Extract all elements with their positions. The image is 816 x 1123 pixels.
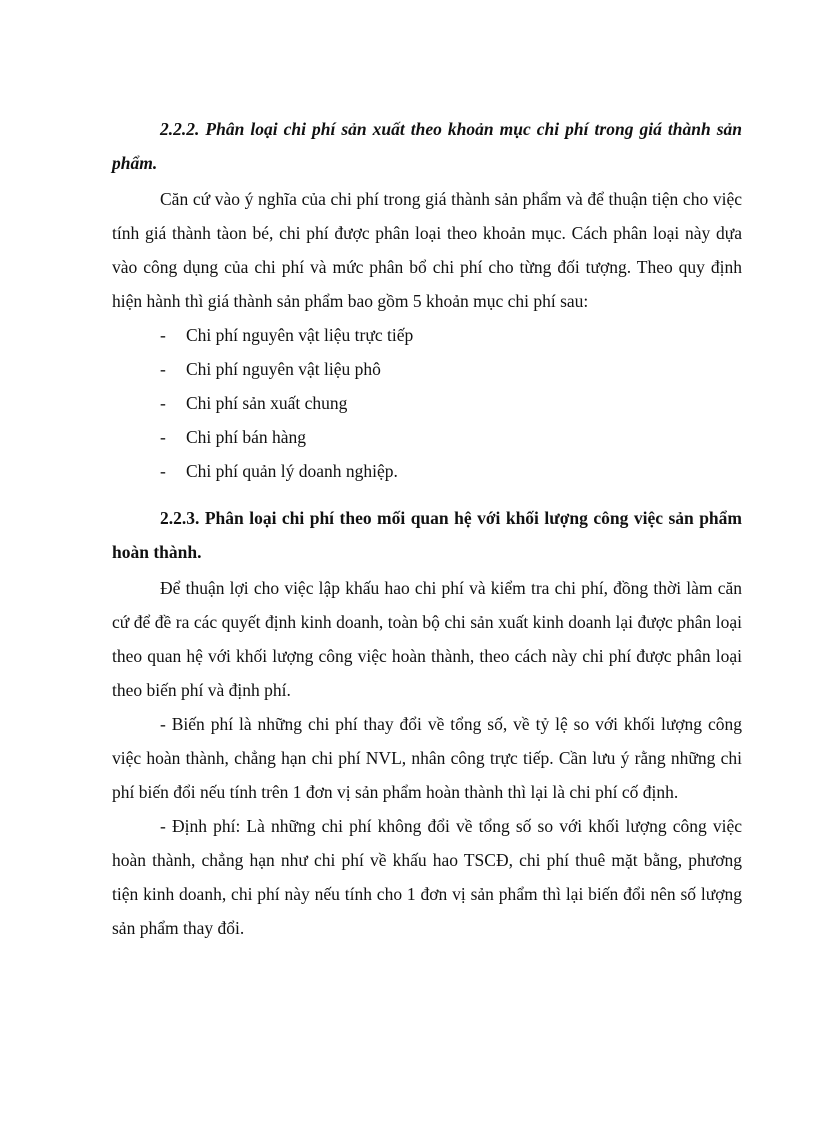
paragraph-fixed-cost: - Định phí: Là những chi phí không đổi về tổng số so với khối lượng công việc hoàn thành, chẳng hạn như chi phí về khấu hao TSCĐ, chi phí thuê mặt bằng, phương tiện kinh doanh, chi phí này nếu tính cho 1 đơn vị sản phẩm thì lại biến đổi nên số lượng sản phẩm thay đổi. xyxy=(112,816,742,938)
list-dash: - xyxy=(160,359,166,379)
list-dash: - xyxy=(160,325,166,345)
list-item-text: Chi phí nguyên vật liệu trực tiếp xyxy=(186,325,414,345)
list-item-text: Chi phí quản lý doanh nghiệp. xyxy=(186,461,398,481)
list-item xyxy=(112,352,742,386)
document-page xyxy=(112,112,742,945)
list-item xyxy=(112,318,742,352)
section-heading-2-2-3: 2.2.3. Phân loại chi phí theo mối quan hệ với khối lượng công việc sản phẩm hoàn thành. xyxy=(112,508,742,562)
list-item-text: Chi phí sản xuất chung xyxy=(186,393,348,413)
list-item-text: Chi phí nguyên vật liệu phô xyxy=(186,359,381,379)
list-dash: - xyxy=(160,393,166,413)
cost-item-list xyxy=(112,318,742,488)
list-dash: - xyxy=(160,427,166,447)
intro-paragraph: Căn cứ vào ý nghĩa của chi phí trong giá thành sản phẩm và để thuận tiện cho việc tính giá thành tàon bé, chi phí được phân loại theo khoản mục. Cách phân loại này dựa vào công dụng của chi phí và mức phân bổ chi phí cho từng đối tượng. Theo quy định hiện hành thì giá thành sản phẩm bao gồm 5 khoản mục chi phí sau: xyxy=(112,189,742,311)
list-dash: - xyxy=(160,461,166,481)
list-item xyxy=(112,454,742,488)
list-item xyxy=(112,386,742,420)
section-heading-2-2-2: 2.2.2. Phân loại chi phí sản xuất theo khoản mục chi phí trong giá thành sản phẩm. xyxy=(112,119,742,173)
list-item xyxy=(112,420,742,454)
paragraph-variable-cost: - Biến phí là những chi phí thay đổi về tổng số, về tỷ lệ so với khối lượng công việc hoàn thành, chẳng hạn chi phí NVL, nhân công trực tiếp. Cần lưu ý rằng những chi phí biến đổi nếu tính trên 1 đơn vị sản phẩm hoàn thành thì lại là chi phí cố định. xyxy=(112,714,742,802)
paragraph-classification: Để thuận lợi cho việc lập khấu hao chi phí và kiểm tra chi phí, đồng thời làm căn cứ để đề ra các quyết định kinh doanh, toàn bộ chi sản xuất kinh doanh lại được phân loại theo quan hệ với khối lượng công việc hoàn thành, theo cách này chi phí được phân loại theo biến phí và định phí. xyxy=(112,578,742,700)
list-item-text: Chi phí bán hàng xyxy=(186,427,307,447)
